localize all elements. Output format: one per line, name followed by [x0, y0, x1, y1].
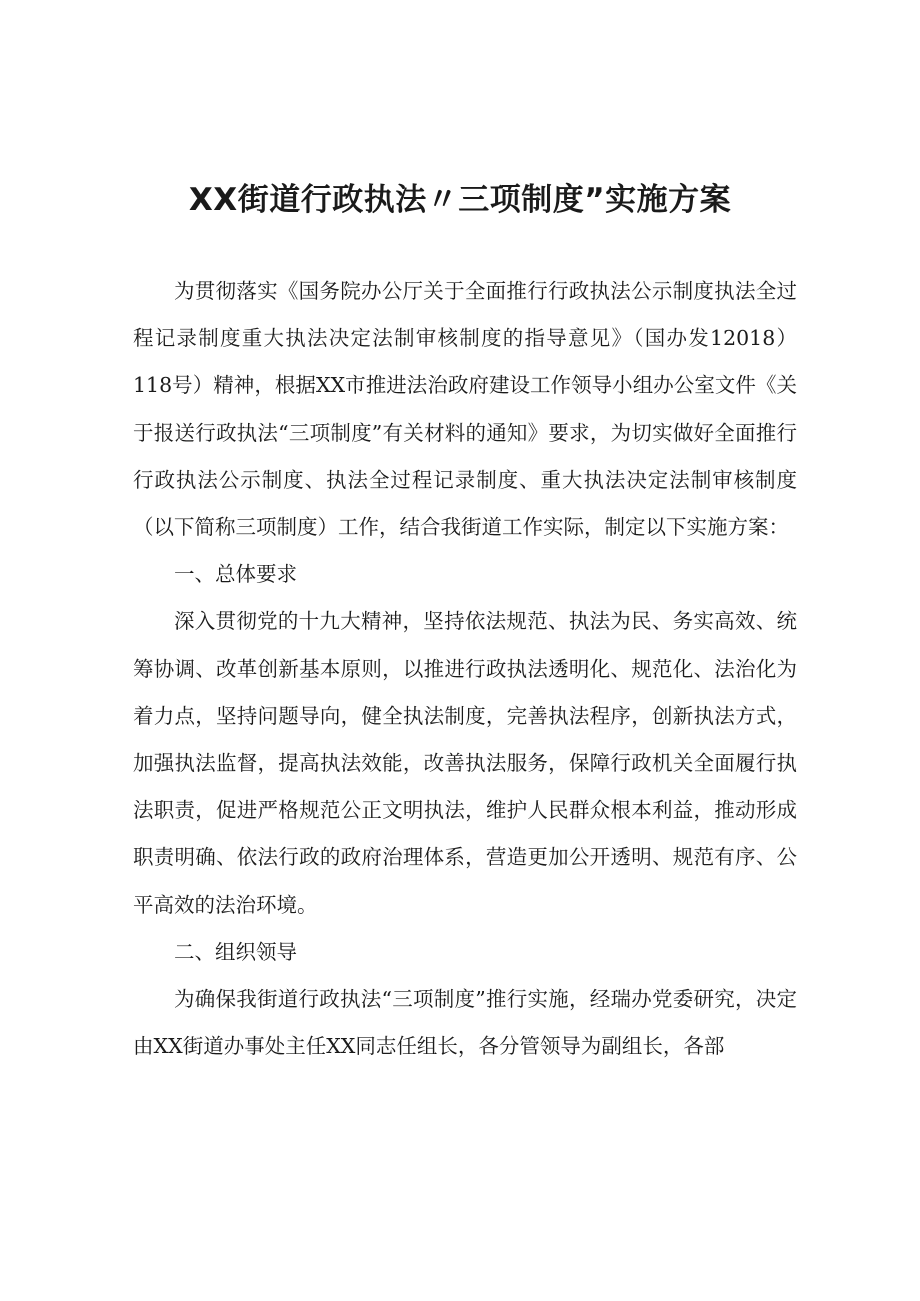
document-body	[133, 268, 797, 1070]
organization-leadership-paragraph: 为确保我街道行政执法“三项制度”推行实施，经瑞办党委研究，决定由XX街道办事处主任XX同志任组长，各分管领导为副组长，各部	[133, 987, 797, 1059]
section-heading-organization-leadership: 二、组织领导	[174, 939, 297, 964]
intro-paragraph: 为贯彻落实《国务院办公厅关于全面推行行政执法公示制度执法全过程记录制度重大执法决定法制审核制度的指导意见》（国办发12018）118号）精神，根据XX市推进法治政府建设工作领导小组办公室文件《关于报送行政执法“三项制度”有关材料的通知》要求，为切实做好全面推行行政执法公示制度、执法全过程记录制度、重大执法决定法制审核制度（以下简称三项制度）工作，结合我街道工作实际，制定以下实施方案：	[133, 279, 797, 540]
document-title: XX街道行政执法〃三项制度”实施方案	[188, 182, 732, 218]
section-heading-general-requirements: 一、总体要求	[174, 562, 297, 587]
general-requirements-paragraph: 深入贯彻党的十九大精神，坚持依法规范、执法为民、务实高效、统筹协调、改革创新基本原则，以推进行政执法透明化、规范化、法治化为着力点，坚持问题导向，健全执法制度，完善执法程序，创新执法方式，加强执法监督，提高执法效能，改善执法服务，保障行政机关全面履行执法职责，促进严格规范公正文明执法，维护人民群众根本利益，推动形成职责明确、依法行政的政府治理体系，营造更加公开透明、规范有序、公平高效的法治环境。	[133, 609, 797, 917]
